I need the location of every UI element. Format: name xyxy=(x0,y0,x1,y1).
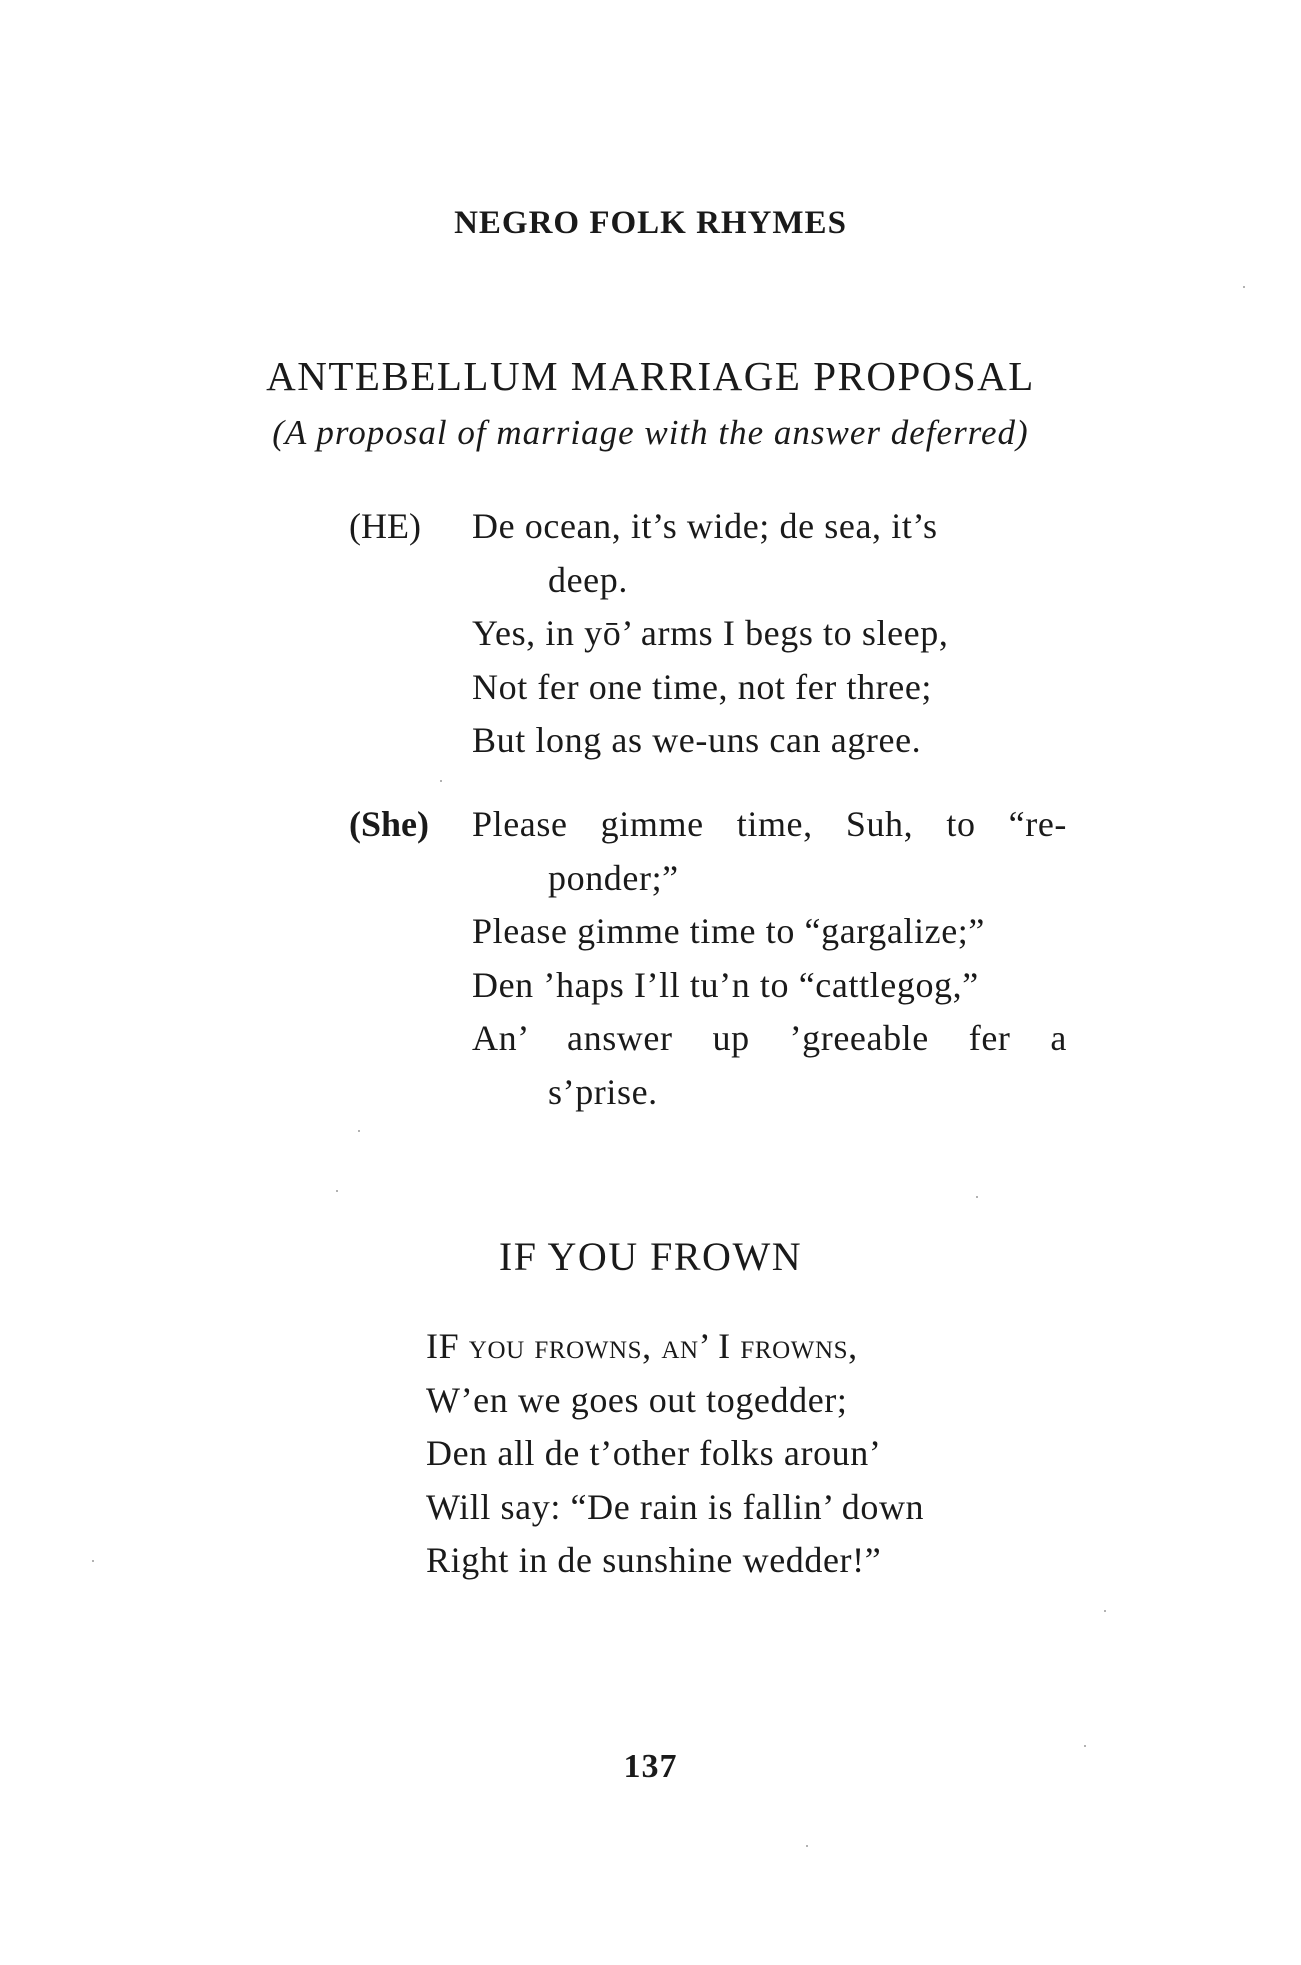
scan-speck xyxy=(976,1196,978,1198)
poem-subtitle-antebellum: (A proposal of marriage with the answer deferred) xyxy=(272,413,1029,452)
scan-speck xyxy=(806,1845,808,1847)
poem-title-antebellum: ANTEBELLUM MARRIAGE PROPOSAL xyxy=(266,353,1035,399)
page-number: 137 xyxy=(623,1748,678,1785)
scan-speck xyxy=(336,1190,338,1192)
speaker-he: (HE) xyxy=(349,506,421,546)
verse-line: ponder;” xyxy=(548,857,679,898)
verse-line: Will say: “De rain is fallin’ down xyxy=(426,1486,925,1527)
verse-line: s’prise. xyxy=(548,1071,658,1112)
verse-line: Right in de sunshine wedder!” xyxy=(426,1540,882,1580)
verse-line: Den all de t’other folks aroun’ xyxy=(426,1433,882,1473)
verse-line: De ocean, it’s wide; de sea, it’s xyxy=(472,506,938,546)
verse-line: deep. xyxy=(548,559,628,600)
verse-line: Den ’haps I’ll tu’n to “cattlegog,” xyxy=(472,964,979,1005)
poem-title-if-you-frown: IF YOU FROWN xyxy=(498,1234,803,1279)
scan-speck xyxy=(1084,1745,1086,1747)
scan-speck xyxy=(440,780,442,782)
speaker-she: (She) xyxy=(349,804,429,844)
scan-speck xyxy=(92,1560,94,1562)
verse-line: W’en we goes out togedder; xyxy=(426,1379,848,1420)
scan-speck xyxy=(1243,286,1245,288)
stanza-she xyxy=(472,798,1067,1119)
verse-line: Please gimme time, Suh, to “re- xyxy=(472,804,1067,844)
verse-line: But long as we-uns can agree. xyxy=(472,720,922,760)
stanza-if-you-frown xyxy=(426,1320,924,1588)
verse-line: Please gimme time to “gargalize;” xyxy=(472,911,985,951)
verse-line: IF you frowns, an’ I frowns, xyxy=(426,1326,858,1366)
stanza-he xyxy=(472,500,948,768)
running-head: NEGRO FOLK RHYMES xyxy=(454,205,847,241)
verse-line: An’ answer up ’greeable fer a xyxy=(472,1018,1067,1058)
verse-line: Not fer one time, not fer three; xyxy=(472,666,933,707)
scan-speck xyxy=(1104,1610,1106,1612)
scan-speck xyxy=(358,1130,360,1132)
verse-line: Yes, in yō’ arms I begs to sleep, xyxy=(472,613,949,653)
